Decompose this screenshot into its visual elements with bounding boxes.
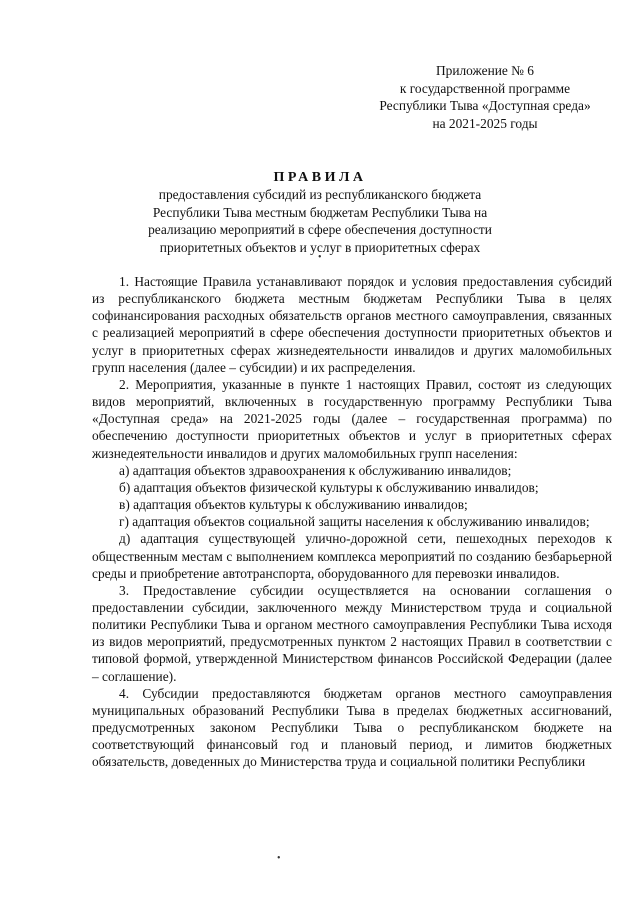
paragraph-1: 1. Настоящие Правила устанавливают порядок и условия предоставления субсидий из республиканского бюджета местным бюджетам Республики Тыва в целях софинансирования расходных обязательств органов местного самоуправления, связанных с реализацией мероприятий в сфере обеспечения доступности приоритетных объектов и услуг в приоритетных сферах жизнедеятельности инвалидов и других маломобильных групп населения (далее – субсидии) и их распределения. <box>92 274 612 375</box>
document-title: ПРАВИЛА <box>273 170 367 185</box>
subtitle-line: предоставления субсидий из республиканского бюджета <box>158 187 482 202</box>
list-item-d: г) адаптация объектов социальной защиты населения к обслуживанию инвалидов; <box>119 514 590 530</box>
appendix-program-years: на 2021-2025 годы <box>432 115 538 131</box>
scan-speck: • <box>277 853 281 864</box>
subtitle-line: реализацию мероприятий в сфере обеспечения доступности <box>148 222 492 238</box>
document-subtitle <box>100 186 540 256</box>
list-item-b: б) адаптация объектов физической культуры к обслуживанию инвалидов; <box>119 479 539 495</box>
appendix-program-name: Республики Тыва «Доступная среда» <box>379 98 591 113</box>
list-item-c: в) адаптация объектов культуры к обслуживанию инвалидов; <box>119 497 468 513</box>
appendix-program-ref: к государственной программе <box>399 80 571 96</box>
paragraph-4: 4. Субсидии предоставляются бюджетам органов местного самоуправления муниципальных образований Республики Тыва в пределах бюджетных ассигнований, предусмотренных законом Республики Тыва о республиканском бюджете на соответствующий финансовый год и плановый период, и лимитов бюджетных обязательств, доведенных до Министерства труда и социальной политики Республики <box>92 685 612 770</box>
paragraph-2: 2. Мероприятия, указанные в пункте 1 настоящих Правил, состоят из следующих видов мероприятий, включенных в государственную программу Республики Тыва «Доступная среда» на 2021-2025 годы (далее – государственная программа) по обеспечению доступности приоритетных объектов и услуг в приоритетных сферах жизнедеятельности инвалидов и других маломобильных групп населения: <box>92 376 612 461</box>
scan-speck: • <box>318 252 322 263</box>
appendix-header <box>360 62 610 132</box>
document-body <box>92 273 612 771</box>
paragraph-3: 3. Предоставление субсидии осуществляется на основании соглашения о предоставлении субсидии, заключенного между Министерством труда и социальной политики Республики Тыва и органом местного самоуправления Республики Тыва исходя из видов мероприятий, предусмотренных пунктом 2 настоящих Правил в соответствии с типовой формой, утвержденной Министерством финансов Российской Федерации (далее – соглашение). <box>92 582 612 684</box>
list-item-a: а) адаптация объектов здравоохранения к обслуживанию инвалидов; <box>119 462 512 478</box>
list-item-e: д) адаптация существующей улично-дорожной сети, пешеходных переходов к общественным местам с выполнением комплекса мероприятий по созданию безбарьерной среды и приобретение автотранспорта, оборудованного для перевозки инвалидов. <box>92 531 612 581</box>
appendix-number: Приложение № 6 <box>435 63 535 78</box>
subtitle-line: Республики Тыва местным бюджетам Республики Тыва на <box>152 204 488 220</box>
subtitle-line: приоритетных объектов и услуг в приоритетных сферах <box>159 239 481 255</box>
